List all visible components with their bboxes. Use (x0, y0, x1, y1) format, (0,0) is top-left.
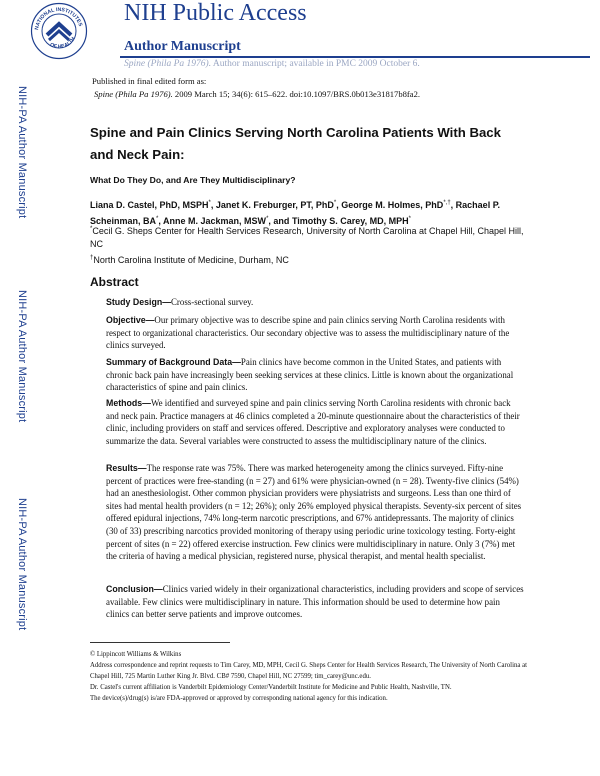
author-mark: * (333, 200, 337, 206)
citation-details: 2009 March 15; 34(6): 615–622. doi:10.1097/BRS.0b013e31817b8fa2. (172, 89, 421, 99)
author-and: and (273, 216, 292, 226)
author-sep: , (336, 200, 342, 210)
affiliation-mark: † (90, 255, 94, 261)
section-text: Pain clinics have become common in the United States, and patients with chronic back pain have increasingly been seeking services at these clinics. Little is known about the organizational characteristics of spine and pain clinics. (106, 357, 514, 393)
abstract-background (106, 356, 524, 394)
author-manuscript-label: Author Manuscript (124, 39, 241, 54)
author-name: Rachael P. Scheinman, BA (90, 200, 501, 226)
journal-note-rest: Author manuscript; available in PMC 2009 October 6. (211, 59, 420, 69)
nih-public-access-title: NIH Public Access (124, 0, 307, 26)
footnote-rule (90, 642, 230, 643)
sidebar-label-middle: NIH-PA Author Manuscript (16, 290, 28, 423)
affiliation (90, 223, 530, 250)
footnote-copyright: © Lippincott Williams & Wilkins (90, 651, 182, 658)
section-text: Cross-sectional survey. (171, 297, 254, 307)
header-rule (120, 56, 590, 58)
author-mark: * (266, 216, 269, 222)
affiliation-text: Cecil G. Sheps Center for Health Services Research, University of North Carolina at Chapel Hill, Chapel Hill, NC (90, 226, 524, 249)
affiliation-text: North Carolina Institute of Medicine, Durham, NC (93, 255, 289, 265)
logo-text-top: NATIONAL INSTITUTES (34, 6, 84, 31)
section-label: Results— (106, 463, 147, 473)
footnote-correspondence: Address correspondence and reprint requests to Tim Carey, MD, MPH, Cecil G. Sheps Center for Health Services Research, The University of North Carolina at Chapel Hill, 725 Martin Luther King Jr. Blvd. CB# 7590, Chapel Hill, NC 27599; tim_carey@unc.edu. (90, 662, 527, 680)
section-label: Methods— (106, 398, 151, 408)
published-label: Published in final edited form as: (92, 76, 207, 86)
section-label: Summary of Background Data— (106, 357, 241, 367)
author-name: Janet K. Freburger, PT, PhD (215, 200, 334, 210)
author-name: Anne M. Jackman, MSW (163, 216, 267, 226)
author-name: Liana D. Castel, PhD, MSPH (90, 200, 209, 210)
section-label: Conclusion— (106, 584, 163, 594)
section-text: Our primary objective was to describe spine and pain clinics serving North Carolina residents with respect to organizational characteristics. Our secondary objective was to assess the multidisciplinary nature of the clinics surveyed. (106, 315, 510, 351)
article-title: Spine and Pain Clinics Serving North Carolina Patients With Back and Neck Pain: (90, 125, 501, 162)
nih-header (30, 0, 590, 72)
author-sep: , (210, 200, 216, 210)
sidebar-label-top: NIH-PA Author Manuscript (16, 86, 28, 219)
author-mark: * (156, 216, 159, 222)
author-mark: * (208, 200, 211, 206)
abstract-study-design (106, 296, 524, 309)
abstract-objective (106, 314, 524, 352)
nih-logo-icon (30, 2, 88, 60)
author-sep: , (268, 216, 274, 226)
article-subtitle: What Do They Do, and Are They Multidisciplinary? (90, 175, 296, 185)
citation-journal: Spine (Phila Pa 1976). (94, 89, 173, 99)
abstract-heading: Abstract (90, 275, 139, 289)
logo-text-bottom: OF HEALTH (48, 36, 77, 51)
section-label: Objective— (106, 315, 155, 325)
footnote-affiliation: Dr. Castel's current affiliation is Vanderbilt Epidemiology Center/Vanderbilt Institute for Medicine and Public Health, Nashville, TN. (90, 684, 452, 691)
footnotes (90, 649, 530, 704)
author-name: Timothy S. Carey, MD, MPH (291, 216, 409, 226)
section-text: We identified and surveyed spine and pain clinics serving North Carolina residents with chronic back and neck pain. Practice managers at 46 clinics completed a 20-minute questionnaire about the characteristics of their clinic, including providers on staff and services offered. Descriptive and exploratory analyses were conducted to summarize the data. Several variables were constructed to assess the multidisciplinary nature of the clinics. (106, 398, 520, 446)
author-mark: * (408, 216, 411, 222)
author-mark: *,† (443, 200, 451, 206)
author-name: George M. Holmes, PhD (341, 200, 444, 210)
journal-availability-note (124, 59, 420, 69)
section-text: The response rate was 75%. There was marked heterogeneity among the clinics surveyed. Fifty-nine percent of practices were free-standing (n = 27) and 61% were physician-owned (n = 28). Twenty-five clinics (54%) had an anesthesiologist. Other common physician providers were physiatrists and surgeons. Less than one third of sites had mental health providers (n = 12; 26%); only 26% employed physical therapists. Seventy-six percent of sites offered epidural injections, 74% long-term narcotic prescriptions, and 67% antidepressants. The majority of clinics (30 of 33) prescribing narcotics provided monitoring of therapy using periodic urine toxicology testing. Forty-eight percent of sites (n = 22) offered exercise instruction. Few clinics were multidisciplinary in nature. Only 3 (7%) met the criteria of having a medical physician, registered nurse, physical therapist, and mental health specialist. (106, 463, 522, 562)
author-sep: , (450, 200, 456, 210)
section-text: Clinics varied widely in their organizational characteristics, including providers and scope of services available. Few clinics were multidisciplinary in nature. This information should be used to determine how pain clinics can better serve patients and improve outcomes. (106, 584, 524, 620)
author-sep: , (158, 216, 164, 226)
section-label: Study Design— (106, 297, 172, 307)
affiliation-mark: * (90, 226, 93, 232)
abstract-results (106, 462, 524, 563)
published-citation-block (92, 75, 420, 101)
footnote-fda: The device(s)/drug(s) is/are FDA-approved or approved by corresponding national agency for this indication. (90, 695, 388, 702)
abstract-conclusion (106, 583, 524, 621)
journal-note-italic: Spine (Phila Pa 1976). (124, 59, 212, 69)
published-citation (92, 88, 420, 101)
abstract-methods (106, 397, 524, 447)
sidebar-label-bottom: NIH-PA Author Manuscript (16, 498, 28, 631)
affiliation (90, 252, 530, 267)
